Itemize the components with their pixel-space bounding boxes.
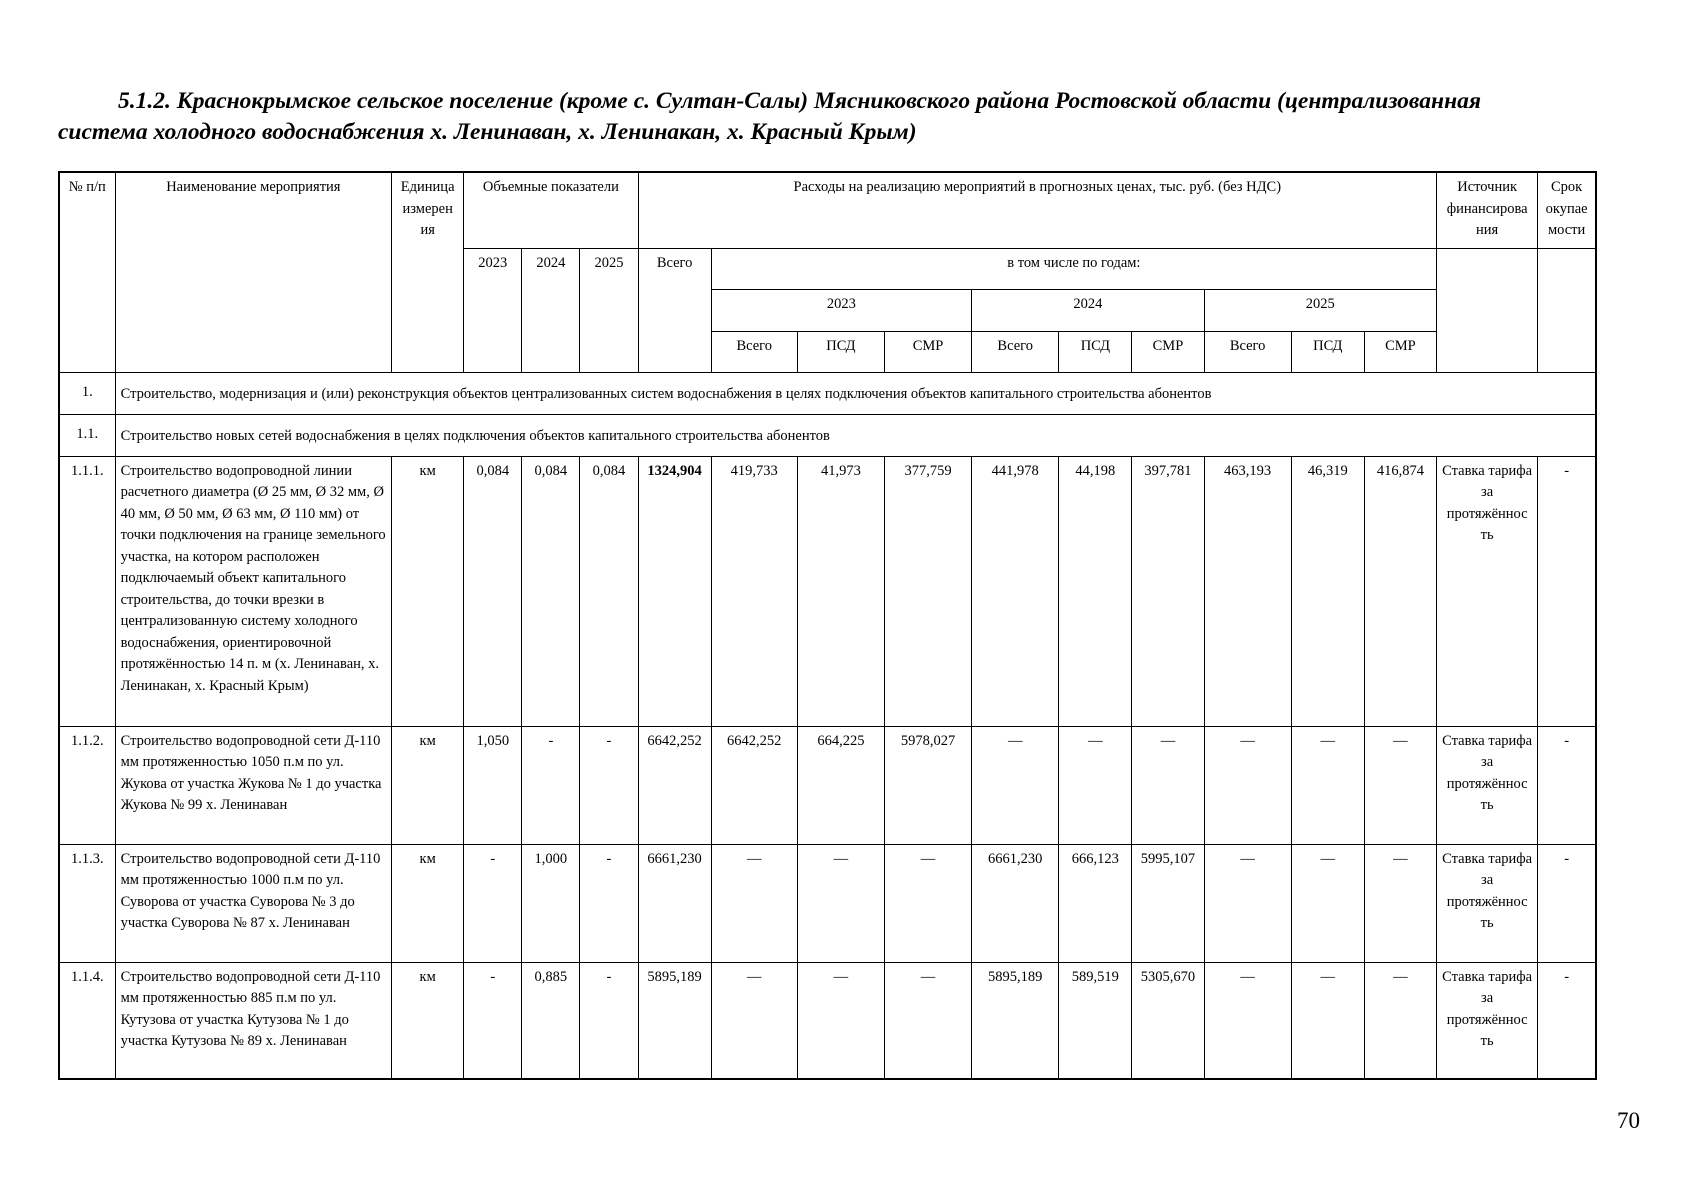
row-volume-2023: 0,084 (464, 456, 522, 726)
header-2025-total: Всего (1204, 331, 1291, 372)
page-number: 70 (1617, 1108, 1640, 1133)
row-volume-2024: 0,084 (522, 456, 580, 726)
subsection-title: Строительство новых сетей водоснабжения в целях подключения объектов капитального строительства абонентов (115, 414, 1596, 456)
header-year-2025: 2025 (1204, 289, 1437, 331)
table-row (59, 962, 1596, 1079)
header-costs: Расходы на реализацию мероприятий в прогнозных ценах, тыс. руб. (без НДС) (638, 172, 1437, 248)
header-num: № п/п (59, 172, 115, 372)
header-payback-empty (1538, 248, 1596, 372)
row-2024-smr: 5995,107 (1132, 844, 1204, 962)
row-2024-smr: 5305,670 (1132, 962, 1204, 1079)
header-2024-smr: СМР (1132, 331, 1204, 372)
table-row (59, 726, 1596, 844)
section-heading-line-1: 5.1.2. Краснокрымское сельское поселение (кроме с. Султан-Салы) Мясниковского района Ростовской области (централизованная (118, 88, 1481, 114)
row-name: Строительство водопроводной линии расчетного диаметра (Ø 25 мм, Ø 32 мм, Ø 40 мм, Ø 50 мм, Ø 63 мм, Ø 110 мм) от точки подключения на границе земельного участка, на котором расположен подключаемый объект капитального строительства, до точки врезки в централизованную систему холодного водоснабжения, ориентировочной протяжённостью 14 п. м (х. Ленинаван, х. Ленинакан, х. Красный Крым) (115, 456, 392, 726)
row-volume-2025: - (580, 962, 638, 1079)
row-2025-smr: — (1364, 962, 1436, 1079)
row-payback: - (1538, 962, 1596, 1079)
table-row (59, 456, 1596, 726)
row-2023-psd: 41,973 (797, 456, 884, 726)
header-year-2023: 2023 (711, 289, 971, 331)
row-2023-total: 6642,252 (711, 726, 797, 844)
section-row (59, 372, 1596, 414)
row-payback: - (1538, 726, 1596, 844)
subsection-row (59, 414, 1596, 456)
row-2024-total: 441,978 (972, 456, 1059, 726)
row-unit: км (392, 844, 464, 962)
header-volume-2023: 2023 (464, 248, 522, 372)
subsection-num: 1.1. (59, 414, 115, 456)
row-name: Строительство водопроводной сети Д-110 мм протяженностью 885 п.м по ул. Кутузова от участка Кутузова № 1 до участка Кутузова № 89 х. Ленинаван (115, 962, 392, 1079)
row-2025-smr: — (1364, 726, 1436, 844)
row-total: 1324,904 (638, 456, 711, 726)
row-payback: - (1538, 844, 1596, 962)
row-volume-2023: 1,050 (464, 726, 522, 844)
row-2024-smr: 397,781 (1132, 456, 1204, 726)
investment-program-table (58, 171, 1597, 1080)
header-name: Наименование мероприятия (115, 172, 392, 372)
header-2023-smr: СМР (884, 331, 971, 372)
row-2025-psd: 46,319 (1291, 456, 1364, 726)
table-row (59, 844, 1596, 962)
header-2024-total: Всего (972, 331, 1059, 372)
header-volume-2025: 2025 (580, 248, 638, 372)
row-2024-psd: 44,198 (1059, 456, 1132, 726)
section-heading-line-2: система холодного водоснабжения х. Ленинаван, х. Ленинакан, х. Красный Крым) (58, 119, 917, 145)
row-total: 6661,230 (638, 844, 711, 962)
header-year-2024: 2024 (972, 289, 1204, 331)
row-2025-total: — (1204, 726, 1291, 844)
row-volume-2025: 0,084 (580, 456, 638, 726)
row-2025-smr: 416,874 (1364, 456, 1436, 726)
row-source: Ставка тарифа за протяжённос ть (1437, 962, 1538, 1079)
header-source: Источник финансирова ния (1437, 172, 1538, 248)
row-2025-psd: — (1291, 962, 1364, 1079)
row-2023-smr: 377,759 (884, 456, 971, 726)
row-volume-2025: - (580, 844, 638, 962)
row-2024-total: 5895,189 (972, 962, 1059, 1079)
row-2024-smr: — (1132, 726, 1204, 844)
row-payback: - (1538, 456, 1596, 726)
row-num: 1.1.3. (59, 844, 115, 962)
row-2023-smr: 5978,027 (884, 726, 971, 844)
header-2023-psd: ПСД (797, 331, 884, 372)
row-2025-psd: — (1291, 726, 1364, 844)
row-2024-total: — (972, 726, 1059, 844)
row-volume-2023: - (464, 962, 522, 1079)
row-2024-psd: — (1059, 726, 1132, 844)
row-unit: км (392, 456, 464, 726)
header-2025-psd: ПСД (1291, 331, 1364, 372)
row-2025-total: — (1204, 962, 1291, 1079)
row-volume-2024: 0,885 (522, 962, 580, 1079)
row-unit: км (392, 962, 464, 1079)
row-2023-psd: — (797, 844, 884, 962)
row-total: 6642,252 (638, 726, 711, 844)
section-heading (58, 86, 1598, 148)
row-source: Ставка тарифа за протяжённос ть (1437, 456, 1538, 726)
row-2024-total: 6661,230 (972, 844, 1059, 962)
row-num: 1.1.1. (59, 456, 115, 726)
row-total: 5895,189 (638, 962, 711, 1079)
row-volume-2025: - (580, 726, 638, 844)
header-unit: Единица измерен ия (392, 172, 464, 372)
header-total: Всего (638, 248, 711, 372)
header-volume-2024: 2024 (522, 248, 580, 372)
header-2025-smr: СМР (1364, 331, 1436, 372)
row-volume-2024: - (522, 726, 580, 844)
row-source: Ставка тарифа за протяжённос ть (1437, 726, 1538, 844)
row-2023-psd: — (797, 962, 884, 1079)
row-2025-total: 463,193 (1204, 456, 1291, 726)
row-2024-psd: 666,123 (1059, 844, 1132, 962)
row-2023-total: 419,733 (711, 456, 797, 726)
row-2023-smr: — (884, 844, 971, 962)
section-num: 1. (59, 372, 115, 414)
header-volume: Объемные показатели (464, 172, 638, 248)
header-2024-psd: ПСД (1059, 331, 1132, 372)
row-2023-total: — (711, 962, 797, 1079)
row-name: Строительство водопроводной сети Д-110 мм протяженностью 1050 п.м по ул. Жукова от участка Жукова № 1 до участка Жукова № 99 х. Ленинаван (115, 726, 392, 844)
row-volume-2023: - (464, 844, 522, 962)
row-2023-total: — (711, 844, 797, 962)
row-2025-psd: — (1291, 844, 1364, 962)
row-2024-psd: 589,519 (1059, 962, 1132, 1079)
row-volume-2024: 1,000 (522, 844, 580, 962)
header-source-empty (1437, 248, 1538, 372)
header-by-years: в том числе по годам: (711, 248, 1436, 289)
header-2023-total: Всего (711, 331, 797, 372)
row-2023-psd: 664,225 (797, 726, 884, 844)
header-payback: Срок окупае мости (1538, 172, 1596, 248)
row-name: Строительство водопроводной сети Д-110 мм протяженностью 1000 п.м по ул. Суворова от участка Суворова № 3 до участка Суворова № 87 х. Ленинаван (115, 844, 392, 962)
row-num: 1.1.4. (59, 962, 115, 1079)
row-num: 1.1.2. (59, 726, 115, 844)
row-2025-total: — (1204, 844, 1291, 962)
section-title: Строительство, модернизация и (или) реконструкция объектов централизованных систем водоснабжения в целях подключения объектов капитального строительства абонентов (115, 372, 1596, 414)
row-unit: км (392, 726, 464, 844)
row-2023-smr: — (884, 962, 971, 1079)
row-source: Ставка тарифа за протяжённос ть (1437, 844, 1538, 962)
row-2025-smr: — (1364, 844, 1436, 962)
